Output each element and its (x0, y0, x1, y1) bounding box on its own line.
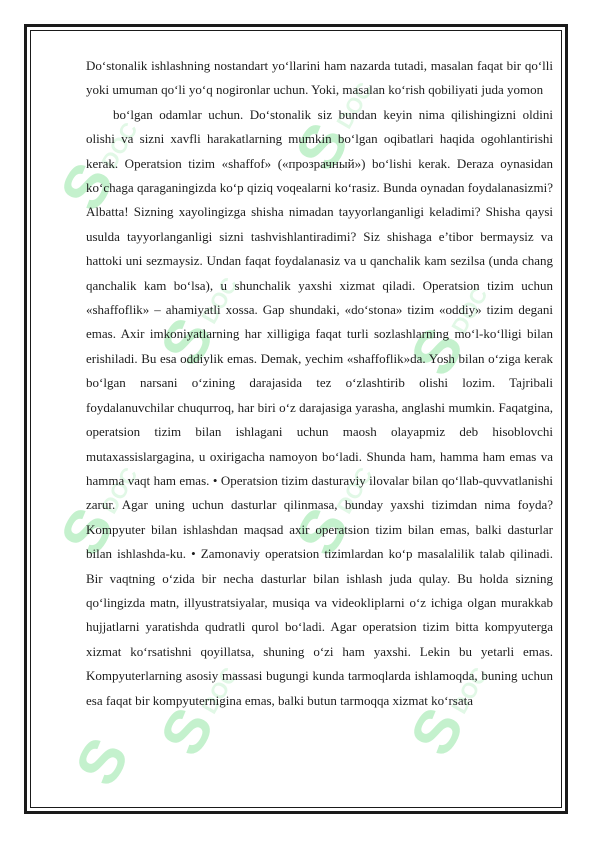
svg-text:DOC: DOC (196, 663, 243, 718)
main-paragraph: bo‘lgan odamlar uchun. Do‘stonalik siz bundan keyin nima qilishingizni oldini olishi va sizni xavfli harakatlarning mumkin bo‘lgan oqibatlari haqida ogohlantirishi kerak. Operatsion tizim «shaffof» («прозрачный») bo‘lishi kerak. Deraza oynasidan ko‘chaga qaraganingizda ko‘p qiziq voqealarni ko‘rasiz. Bunda oynadan foydalanasizmi? Albatta! Sizning xayolingizga shisha nimadan tayyorlanganligi keladimi? Shisha qaysi usulda tayyorlanganligi sizni tashvishlantiradimi? Siz shishaga e’tibor bermaysiz va hattoki uni sezmaysiz. Undan faqat foydalanasiz va u qanchalik kam sezilsa (unda chang qanchalik kam bo‘lsa), u shunchalik yaxshi xizmat qiladi. Operatsion tizim uchun «shaffoflik» – ahamiyatli xossa. Gap shundaki, «do‘stona» tizim «oddiy» tizim degani emas. Axir imkoniyatlarning har xilligiga faqat turli sozlashlarning mo‘l-ko‘lligi bilan erishiladi. Bu esa oddiylik emas. Demak, yechim «shaffoflik»da. Yosh bilan o‘ziga kerak bo‘lgan narsani o‘zining darajasida tez o‘zlashtirib olishi lozim. Tajribali foydalanuvchilar chuqurroq, har biri o‘z darajasiga yarasha, anglashi mumkin. Faqatgina, operatsion tizim bilan ishlagani uchun maosh olayapmiz deb hisoblovchi mutaxassislargagina, u oxirigacha namoyon bo‘ladi. Shunda ham, hamma ham emas va hamma vaqt ham emas. • Operatsion tizim dasturaviy ilovalar bilan qo‘llab-quvvatlanishi zarur. Agar uning uchun dasturlar qilinmasa, bunday yaxshi tizimdan nima foyda? Kompyuter bilan ishlashdan maqsad axir operatsion tizim bilan emas, balki dasturlar bilan ishlashda-ku. • Zamonaviy operatsion tizimlardan ko‘p masalalilik talab qilinadi. Bir vaqtning o‘zida bir necha dasturlar bilan ishlash juda qulay. Bu holda sizning qo‘lingizda matn, illyustratsiyalar, musiqa va videokliplarni o‘z ichiga olgan murakkab hujjatlarni yaratishda qudratli qurol bo‘ladi. Agar operatsion tizim bitta kompyuterga xizmat ko‘rsatishni qoyillatsa, shuning o‘zi ham yaxshi. Lekin bu yetarli emas. Kompyuterlarning asosiy massasi bugungi kunda tarmoqlarda ishlamoqda, buning uchun esa faqat bir kompyuternigina emas, balki butun tarmoqqa xizmat ko‘rsata (86, 106, 553, 708)
svg-text:DOC: DOC (331, 78, 378, 133)
svg-text:DOC: DOC (96, 118, 143, 173)
watermark-shape-9: S (62, 726, 143, 797)
watermark-shape-8: S (397, 696, 478, 767)
document-body (86, 54, 553, 713)
svg-text:DOC: DOC (331, 463, 378, 518)
watermark-shape-5: S (47, 496, 128, 567)
intro-text: Do‘stonalik ishlashning nostandart yo‘llarini ham nazarda tutadi, masalan faqat bir qo‘lli yoki umuman qo‘li yo‘q nogironlar uchun. Yoki, masalan ko‘rish qobiliyati juda yomon (86, 58, 553, 98)
watermark-shape-1: S (47, 151, 128, 222)
watermark-shape-6: S (282, 496, 363, 567)
watermark-shape-4: S (397, 316, 478, 387)
svg-text:DOC: DOC (96, 463, 143, 518)
svg-text:DOC: DOC (196, 273, 243, 328)
watermark-shape-3: S (147, 306, 228, 377)
watermark-shape-7: S (147, 696, 228, 767)
watermark-shape-2: S (282, 111, 363, 182)
svg-text:DOC: DOC (446, 663, 493, 718)
svg-text:DOC: DOC (446, 283, 493, 338)
